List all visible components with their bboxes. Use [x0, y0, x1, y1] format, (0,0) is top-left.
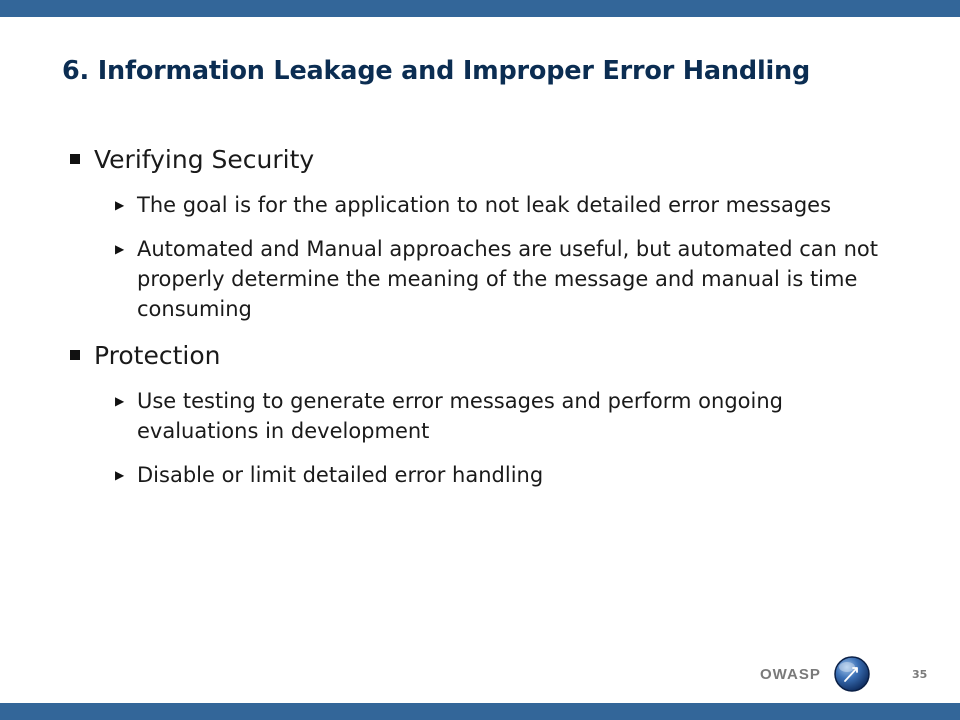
triangle-bullet-icon: ▶ [115, 394, 125, 408]
owasp-globe-icon [833, 655, 871, 693]
bullet-text: Disable or limit detailed error handling [137, 463, 544, 487]
bullet-level2 [115, 234, 900, 324]
bullet-level2 [115, 460, 900, 490]
triangle-bullet-icon: ▶ [115, 242, 125, 256]
owasp-logo [760, 655, 871, 693]
section-heading: Protection [94, 341, 221, 370]
bullet-level1 [70, 142, 900, 178]
bullet-text: The goal is for the application to not leak detailed error messages [137, 193, 832, 217]
bullet-level1 [70, 338, 900, 374]
section-heading: Verifying Security [94, 145, 315, 174]
bullet-level2 [115, 386, 900, 446]
section-verifying-security [70, 142, 900, 324]
bottom-bar [0, 703, 960, 720]
bullet-level2 [115, 190, 900, 220]
bullet-text: Automated and Manual approaches are useful, but automated can not properly determine the meaning of the message and manual is time consuming [137, 237, 878, 321]
section-protection [70, 338, 900, 490]
triangle-bullet-icon: ▶ [115, 198, 125, 212]
square-bullet-icon [70, 154, 80, 164]
slide-content [70, 142, 900, 504]
page-number: 35 [912, 668, 928, 681]
owasp-brand-text: OWASP [760, 665, 821, 683]
slide-title: 6. Information Leakage and Improper Error Handling [62, 56, 811, 86]
triangle-bullet-icon: ▶ [115, 468, 125, 482]
bullet-text: Use testing to generate error messages and perform ongoing evaluations in development [137, 389, 783, 443]
square-bullet-icon [70, 350, 80, 360]
top-bar [0, 0, 960, 17]
